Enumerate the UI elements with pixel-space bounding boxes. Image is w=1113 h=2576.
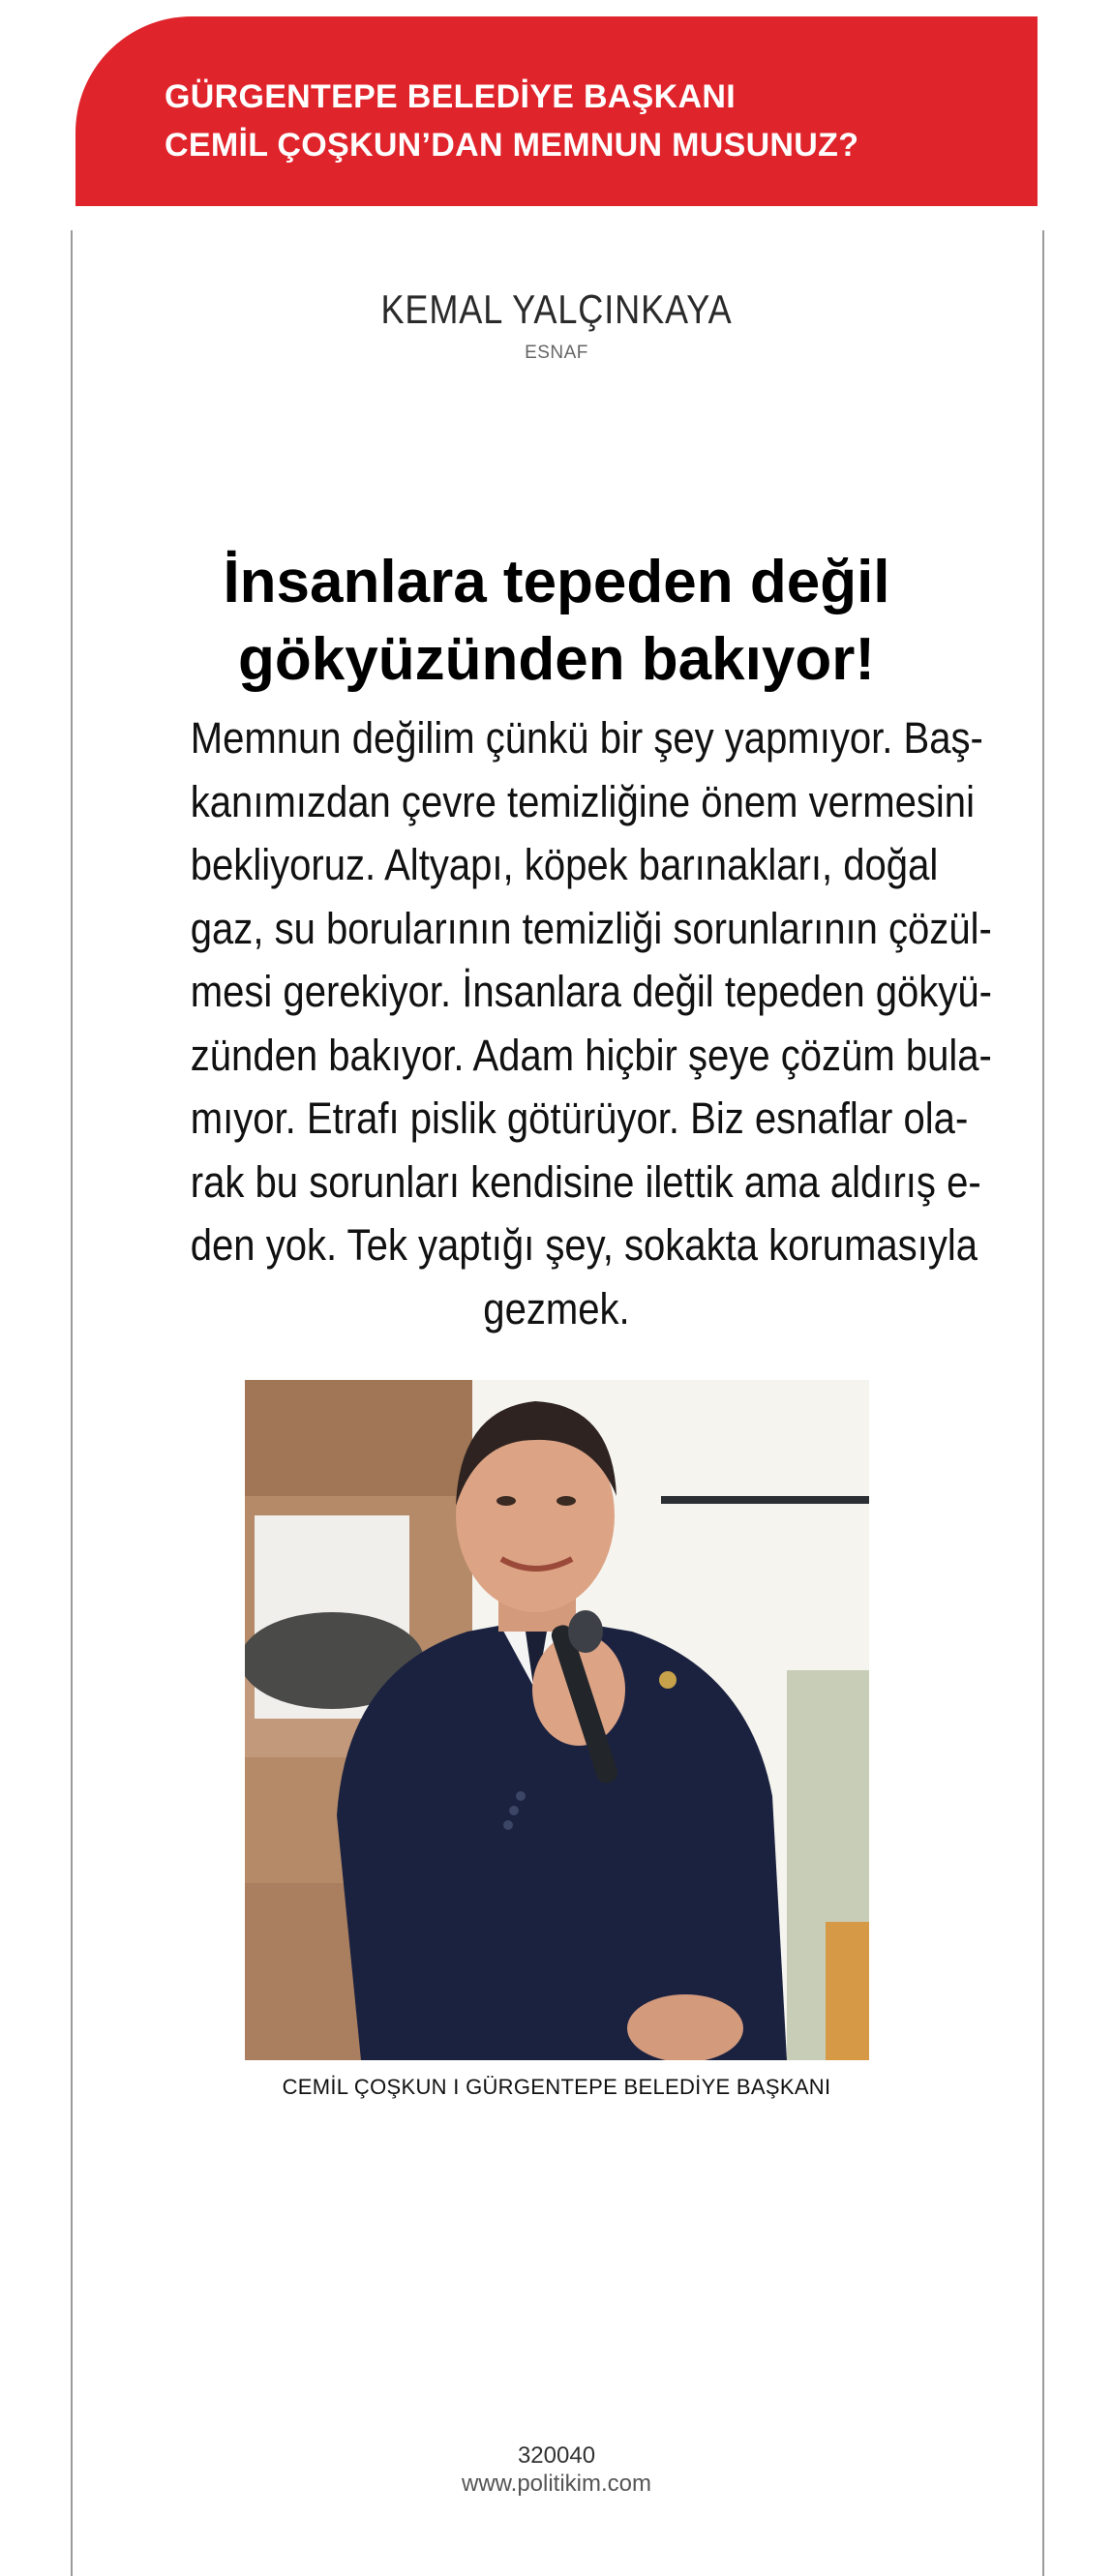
body-line: rak bu sorunları kendisine ilettik ama aldırış e- bbox=[190, 1156, 981, 1207]
mayor-photo-illustration bbox=[245, 1380, 869, 2060]
footer-url: www.politikim.com bbox=[461, 2471, 652, 2497]
body-line: bekliyoruz. Altyapı, köpek barınakları, doğal bbox=[190, 840, 939, 889]
author-name: KEMAL YALÇINKAYA bbox=[380, 286, 733, 332]
header-title-line-1: GÜRGENTEPE BELEDİYE BAŞKANI bbox=[165, 78, 736, 115]
body-line: mıyor. Etrafı pislik götürüyor. Biz esnaflar ola- bbox=[190, 1093, 969, 1143]
body-line: den yok. Tek yaptığı şey, sokakta korumasıyla bbox=[190, 1220, 978, 1270]
article-headline bbox=[145, 544, 968, 699]
body-line: Memnun değilim çünkü bir şey yapmıyor. Baş- bbox=[190, 713, 983, 763]
body-line: mesi gerekiyor. İnsanlara değil tepeden gökyü- bbox=[190, 967, 992, 1016]
headline-line-1: İnsanlara tepeden değil bbox=[223, 549, 890, 615]
body-line: kanımızdan çevre temizliğine önem vermesini bbox=[190, 776, 975, 826]
body-line: gaz, su borularının temizliği sorunlarının çözül- bbox=[190, 903, 992, 953]
frame-left-border bbox=[71, 230, 73, 2576]
header-banner bbox=[75, 16, 1038, 206]
footer-code: 320040 bbox=[517, 2442, 596, 2469]
article-body bbox=[190, 706, 992, 1340]
body-line: gezmek. bbox=[483, 1283, 630, 1333]
headline-line-2: gökyüzünden bakıyor! bbox=[238, 626, 875, 693]
author-role: ESNAF bbox=[525, 343, 588, 363]
header-title-line-2: CEMİL ÇOŞKUN’DAN MEMNUN MUSUNUZ? bbox=[165, 127, 859, 164]
frame-right-border bbox=[1042, 230, 1044, 2576]
mayor-photo bbox=[245, 1380, 869, 2060]
body-line: zünden bakıyor. Adam hiçbir şeye çözüm bula- bbox=[190, 1030, 992, 1080]
photo-caption: CEMİL ÇOŞKUN I GÜRGENTEPE BELEDİYE BAŞKANI bbox=[282, 2075, 831, 2099]
